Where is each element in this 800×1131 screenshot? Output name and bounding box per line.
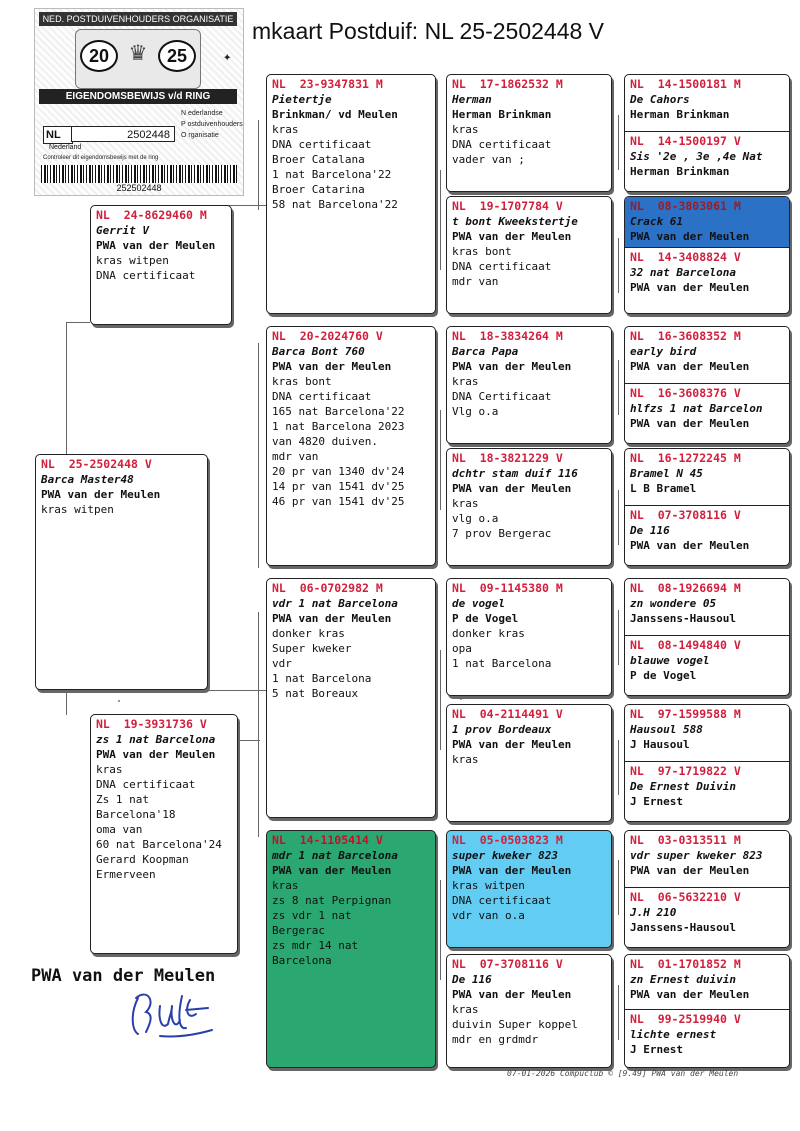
pigeon-name: zn Ernest duivin (630, 973, 736, 986)
info-line: kras bont (272, 375, 332, 388)
certificate-country: Nederland (49, 144, 82, 151)
ring-number: NL 05-0503823 M (452, 833, 563, 847)
certificate-country-code: NL (43, 126, 73, 144)
connector-line (618, 490, 619, 545)
pigeon-card-fmf[interactable] (446, 326, 612, 444)
info-line: Broer Catalana (272, 153, 365, 166)
pigeon-name: Barca Master48 (41, 473, 134, 486)
signature-owner: PWA van der Meulen (31, 966, 216, 986)
barcode (41, 165, 237, 183)
ring-number: NL 06-5632210 V (630, 890, 741, 904)
ring-number: NL 14-3408824 V (630, 250, 741, 264)
ring-number: NL 01-1701852 M (630, 957, 741, 971)
info-line: Zs 1 nat (96, 793, 149, 806)
owner-name: J Hausoul (630, 738, 690, 751)
info-line: Broer Catarina (272, 183, 365, 196)
owner-name: PWA van der Meulen (630, 281, 750, 294)
pigeon-card-pair-8[interactable] (624, 954, 790, 1068)
info-line: mdr van (272, 450, 319, 463)
page-title: mkaart Postduif: NL 25-2502448 V (252, 18, 605, 44)
pigeon-card-mother[interactable] (90, 714, 238, 954)
info-line: oma van (96, 823, 143, 836)
connector-line (618, 985, 619, 1040)
pigeon-name: blauwe vogel (630, 654, 710, 667)
pigeon-card-fmm[interactable] (446, 448, 612, 566)
pigeon-name: Sis '2e , 3e ,4e Nat (630, 150, 763, 163)
pigeon-card-pair-1[interactable] (624, 74, 790, 192)
owner-name: PWA van der Meulen (452, 230, 572, 243)
pigeon-name: Hausoul 588 (630, 723, 703, 736)
pigeon-card-pair-6[interactable] (624, 704, 790, 822)
npo-line: P ostduivenhouders (181, 121, 243, 128)
info-line: vlg o.a (452, 512, 499, 525)
pigeon-card-mm[interactable] (266, 830, 436, 1068)
ring-number: NL 14-1500197 V (630, 134, 741, 148)
ring-number: NL 14-1500181 M (630, 77, 741, 91)
pigeon-card-pair-4[interactable] (624, 448, 790, 566)
ring-number: NL 09-1145380 M (452, 581, 563, 595)
owner-name: L B Bramel (630, 482, 697, 495)
owner-name: Brinkman/ vd Meulen (272, 108, 398, 121)
connector-line (66, 690, 67, 715)
info-line: Barcelona'18 (96, 808, 176, 821)
connector-line (618, 860, 619, 915)
ring-number: NL 18-3834264 M (452, 329, 563, 343)
info-line: kras witpen (452, 879, 525, 892)
owner-name: PWA van der Meulen (452, 482, 572, 495)
pigeon-name: 1 prov Bordeaux (452, 723, 552, 736)
connector-line (440, 410, 441, 510)
pigeon-icon: ✦ (223, 49, 232, 65)
info-line: DNA certificaat (96, 269, 196, 282)
owner-name: PWA van der Meulen (630, 864, 750, 877)
connector-line (440, 650, 441, 750)
connector-line (226, 205, 260, 206)
ring-number: NL 17-1862532 M (452, 77, 563, 91)
info-line: kras (452, 375, 479, 388)
pigeon-name: De Ernest Duivin (630, 780, 736, 793)
owner-name: PWA van der Meulen (41, 488, 161, 501)
connector-line (66, 690, 266, 691)
ring-number: NL 08-1926694 M (630, 581, 741, 595)
info-line: 5 nat Boreaux (272, 687, 359, 700)
pigeon-card-ffm[interactable] (446, 196, 612, 314)
info-line: 165 nat Barcelona'22 (272, 405, 405, 418)
scan-dot (460, 698, 462, 700)
ring-number: NL 16-1272245 M (630, 451, 741, 465)
pigeon-name: super kweker 823 (452, 849, 558, 862)
owner-name: PWA van der Meulen (630, 417, 750, 430)
connector-line (440, 880, 441, 980)
pigeon-name: vdr super kweker 823 (630, 849, 763, 862)
ring-number: NL 24-8629460 M (96, 208, 207, 222)
owner-name: PWA van der Meulen (452, 738, 572, 751)
connector-line (618, 238, 619, 293)
pigeon-card-fff[interactable] (446, 74, 612, 192)
info-line: zs mdr 14 nat (272, 939, 359, 952)
info-line: kras witpen (41, 503, 114, 516)
info-line: DNA certificaat (452, 894, 552, 907)
info-line: kras (272, 123, 299, 136)
pigeon-name: Pietertje (272, 93, 332, 106)
connector-line (440, 170, 441, 270)
owner-name: J Ernest (630, 795, 683, 808)
certificate-note: Controleer dit eigendomsbewijs met de ring (43, 155, 159, 161)
info-line: Super kweker (272, 642, 352, 655)
pigeon-card-pair-5[interactable] (624, 578, 790, 696)
info-line: duivin Super koppel (452, 1018, 578, 1031)
owner-name: P de Vogel (452, 612, 519, 625)
pigeon-name: Barca Papa (452, 345, 519, 358)
info-line: 1 nat Barcelona (452, 657, 552, 670)
ring-number: NL 08-1494840 V (630, 638, 741, 652)
certificate-org: NED. POSTDUIVENHOUDERS ORGANISATIE (39, 12, 237, 26)
ring-number: NL 19-3931736 V (96, 717, 207, 731)
pigeon-name: lichte ernest (630, 1028, 717, 1041)
info-line: zs 8 nat Perpignan (272, 894, 392, 907)
pigeon-card-pair-3[interactable] (624, 326, 790, 444)
info-line: 20 pr van 1340 dv'24 (272, 465, 405, 478)
info-line: kras (452, 1003, 479, 1016)
handwritten-signature (120, 984, 220, 1044)
certificate-npo (181, 108, 243, 141)
info-line: DNA certificaat (272, 390, 372, 403)
info-line: vader van ; (452, 153, 525, 166)
info-line: van 4820 duiven. (272, 435, 378, 448)
pigeon-name: De 116 (452, 973, 492, 986)
pigeon-name: zs 1 nat Barcelona (96, 733, 216, 746)
info-line: 7 prov Bergerac (452, 527, 552, 540)
info-line: kras (272, 879, 299, 892)
scan-dot (118, 700, 120, 702)
info-line: DNA certificaat (452, 260, 552, 273)
info-line: kras (452, 497, 479, 510)
pigeon-card-mf[interactable] (266, 578, 436, 818)
info-line: opa (452, 642, 472, 655)
info-line: kras witpen (96, 254, 169, 267)
pigeon-card-father[interactable] (90, 205, 232, 325)
ring-number: NL 25-2502448 V (41, 457, 152, 471)
pigeon-card-pair-2[interactable] (624, 196, 790, 314)
pigeon-name: 32 nat Barcelona (630, 266, 736, 279)
info-line: zs vdr 1 nat (272, 909, 352, 922)
ring-number: NL 08-3803061 M (630, 199, 741, 213)
pigeon-name: t bont Kweekstertje (452, 215, 578, 228)
info-line: Barcelona (272, 954, 332, 967)
pigeon-name: Gerrit V (96, 224, 149, 237)
ring-number: NL 07-3708116 V (452, 957, 563, 971)
owner-name: P de Vogel (630, 669, 697, 682)
info-line: DNA certificaat (452, 138, 552, 151)
info-line: vdr van o.a (452, 909, 525, 922)
owner-name: PWA van der Meulen (630, 539, 750, 552)
info-line: kras (96, 763, 123, 776)
connector-line (618, 360, 619, 415)
pigeon-name: Barca Bont 760 (272, 345, 365, 358)
pigeon-card-mmf[interactable] (446, 830, 612, 948)
pigeon-name: Crack 61 (630, 215, 683, 228)
owner-name: PWA van der Meulen (630, 360, 750, 373)
info-line: Ermerveen (96, 868, 156, 881)
ring-number: NL 07-3708116 V (630, 508, 741, 522)
info-line: 1 nat Barcelona (272, 672, 372, 685)
owner-name: Herman Brinkman (452, 108, 552, 121)
ring-number: NL 97-1719822 V (630, 764, 741, 778)
info-line: 46 pr van 1541 dv'25 (272, 495, 405, 508)
info-line: donker kras (452, 627, 525, 640)
info-line: donker kras (272, 627, 345, 640)
npo-line: N ederlandse (181, 110, 223, 117)
pigeon-card-mff[interactable] (446, 578, 612, 696)
ring-number: NL 06-0702982 M (272, 581, 383, 595)
owner-name: PWA van der Meulen (96, 748, 216, 761)
connector-line (66, 322, 67, 457)
owner-name: Janssens-Hausoul (630, 921, 736, 934)
pigeon-name: de vogel (452, 597, 505, 610)
pigeon-name: mdr 1 nat Barcelona (272, 849, 398, 862)
pigeon-card-mmm[interactable] (446, 954, 612, 1068)
pigeon-name: zn wondere 05 (630, 597, 717, 610)
pigeon-card-subject[interactable] (35, 454, 208, 690)
owner-name: PWA van der Meulen (630, 988, 750, 1001)
ring-certificate (34, 8, 244, 196)
connector-line (258, 120, 259, 210)
ring-number: NL 04-2114491 V (452, 707, 563, 721)
certificate-badge (75, 29, 201, 89)
info-line: kras bont (452, 245, 512, 258)
ring-number: NL 23-9347831 M (272, 77, 383, 91)
pigeon-name: vdr 1 nat Barcelona (272, 597, 398, 610)
info-line: Bergerac (272, 924, 325, 937)
pigeon-name: Herman (452, 93, 492, 106)
info-line: kras (452, 123, 479, 136)
pigeon-name: dchtr stam duif 116 (452, 467, 578, 480)
owner-name: PWA van der Meulen (272, 360, 392, 373)
connector-line (258, 343, 259, 568)
certificate-ring-number: 2502448 (71, 126, 175, 142)
info-line: 1 nat Barcelona'22 (272, 168, 392, 181)
info-line: kras (452, 753, 479, 766)
owner-name: PWA van der Meulen (272, 864, 392, 877)
ring-number: NL 99-2519940 V (630, 1012, 741, 1026)
connector-line (618, 115, 619, 170)
ring-number: NL 16-3608376 V (630, 386, 741, 400)
pigeon-name: Bramel N 45 (630, 467, 703, 480)
info-line: mdr en grdmdr (452, 1033, 539, 1046)
crest-icon: ♛ (130, 37, 146, 67)
ring-number: NL 16-3608352 M (630, 329, 741, 343)
ring-number: NL 97-1599588 M (630, 707, 741, 721)
ring-number: NL 03-0313511 M (630, 833, 741, 847)
owner-name: PWA van der Meulen (452, 360, 572, 373)
info-line: vdr (272, 657, 292, 670)
connector-line (258, 612, 259, 837)
pigeon-name: De Cahors (630, 93, 690, 106)
ring-number: NL 18-3821229 V (452, 451, 563, 465)
certificate-year-right: 25 (158, 40, 196, 72)
info-line: 58 nat Barcelona'22 (272, 198, 398, 211)
pigeon-name: hlfzs 1 nat Barcelon (630, 402, 763, 415)
pigeon-name: De 116 (630, 524, 670, 537)
owner-name: PWA van der Meulen (452, 988, 572, 1001)
owner-name: Herman Brinkman (630, 165, 730, 178)
pigeon-card-ff[interactable] (266, 74, 436, 314)
ring-number: NL 19-1707784 V (452, 199, 563, 213)
pigeon-name: J.H 210 (630, 906, 677, 919)
info-line: 1 nat Barcelona 2023 (272, 420, 405, 433)
info-line: 60 nat Barcelona'24 (96, 838, 222, 851)
info-line: mdr van (452, 275, 499, 288)
npo-line: O rganisatie (181, 132, 219, 139)
certificate-year-left: 20 (80, 40, 118, 72)
owner-name: PWA van der Meulen (96, 239, 216, 252)
connector-line (618, 740, 619, 795)
ring-number: NL 20-2024760 V (272, 329, 383, 343)
info-line: 14 pr van 1541 dv'25 (272, 480, 405, 493)
pigeon-card-fm[interactable] (266, 326, 436, 566)
owner-name: PWA van der Meulen (452, 864, 572, 877)
info-line: DNA certificaat (272, 138, 372, 151)
owner-name: J Ernest (630, 1043, 683, 1056)
connector-line (618, 610, 619, 665)
barcode-number: 252502448 (116, 183, 162, 193)
info-line: Gerard Koopman (96, 853, 189, 866)
owner-name: Herman Brinkman (630, 108, 730, 121)
owner-name: Janssens-Hausoul (630, 612, 736, 625)
certificate-banner: EIGENDOMSBEWIJS v/d RING (39, 89, 237, 104)
connector-line (66, 322, 90, 323)
connector-line (238, 740, 260, 741)
footer: 07-01-2026 Compuclub © [9.49] PWA van der Meulen (507, 1069, 739, 1078)
owner-name: PWA van der Meulen (272, 612, 392, 625)
info-line: DNA Certificaat (452, 390, 552, 403)
info-line: DNA certificaat (96, 778, 196, 791)
pigeon-card-mfm[interactable] (446, 704, 612, 822)
pigeon-name: early bird (630, 345, 697, 358)
pigeon-card-pair-7[interactable] (624, 830, 790, 948)
owner-name: PWA van der Meulen (630, 230, 750, 243)
ring-number: NL 14-1105414 V (272, 833, 383, 847)
info-line: Vlg o.a (452, 405, 499, 418)
